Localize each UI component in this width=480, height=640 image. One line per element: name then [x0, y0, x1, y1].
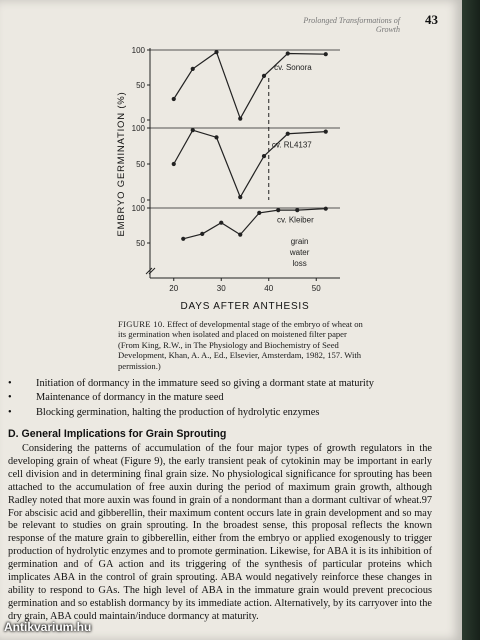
axis-break-mark: [146, 268, 152, 274]
bullet-text: Blocking germination, halting the production of hydrolytic enzymes: [36, 406, 320, 418]
data-point: [324, 207, 328, 211]
y-tick-label: 50: [136, 160, 145, 169]
caption-lead: FIGURE 10.: [118, 319, 165, 329]
data-point: [172, 97, 176, 101]
book-spine: [462, 0, 480, 640]
series-line: [174, 52, 326, 119]
data-point: [238, 117, 242, 121]
running-head: Prolonged Transformations of Growth: [303, 16, 400, 34]
reference-label: loss: [292, 259, 307, 268]
x-axis-label: DAYS AFTER ANTHESIS: [180, 301, 310, 312]
data-point: [324, 52, 328, 56]
caption-text: Effect of developmental stage of the embryo of wheat on its germination when isolated and placed on moistened filter paper (From King, R.W., in The Physiology and Biochemistry of Seed Development, Khan, A. A., Ed., Elsevier, Amsterdam, 1982, 157. With permission.): [118, 319, 363, 371]
list-item: [8, 391, 428, 405]
data-point: [214, 50, 218, 54]
data-point: [262, 74, 266, 78]
data-point: [324, 130, 328, 134]
x-tick-label: 30: [216, 284, 226, 293]
x-tick-label: 50: [311, 284, 321, 293]
page-number: 43: [425, 12, 438, 27]
reference-label: water: [289, 248, 310, 257]
data-point: [286, 132, 290, 136]
list-item: [8, 377, 428, 391]
data-point: [295, 208, 299, 212]
reference-label: grain: [290, 237, 309, 246]
data-point: [191, 67, 195, 71]
data-point: [257, 211, 261, 215]
bullet-list: [8, 377, 428, 420]
bullet-symbol: •: [8, 406, 12, 418]
data-point: [286, 51, 290, 55]
data-point: [172, 162, 176, 166]
data-point: [262, 154, 266, 158]
data-point: [214, 135, 218, 139]
data-point: [181, 237, 185, 241]
bullet-symbol: •: [8, 392, 12, 404]
x-tick-label: 40: [264, 284, 274, 293]
germination-chart: [110, 32, 370, 312]
figure-caption: [118, 319, 368, 371]
series-label: cv. Sonora: [274, 63, 312, 73]
section-heading: D. General Implications for Grain Sprouting: [8, 428, 227, 440]
bullet-text: Maintenance of dormancy in the mature seed: [36, 392, 224, 404]
y-tick-label: 100: [131, 204, 145, 213]
x-tick-label: 20: [169, 284, 179, 293]
data-point: [219, 221, 223, 225]
bullet-symbol: •: [8, 378, 12, 389]
y-tick-label: 0: [140, 196, 145, 205]
list-item: [8, 406, 428, 420]
data-point: [238, 233, 242, 237]
data-point: [191, 128, 195, 132]
body-paragraph: Considering the patterns of accumulation of the four major types of growth regulators in the developing grain of wheat (Figure 9), the early transient peak of cytokinin may be important in early cell division and in determining final grain size. No physiological significance for sprouting has been attached to the accumulation of free auxin during the period of maximum grain growth, although Radley noted that more auxin was found in grain of a nondormant than a dormant cultivar of wheat.97 For abscisic acid and gibberellin, their maximum content occurs late in grain development and so may be relevant to studies on grain sprouting. In the broadest sense, this proposal reflects the known response of the mature grain to gibberellin, either from the embryo or applied exogenously to trigger production of hydrolytic enzymes and to promote germination. Likewise, for ABA it is its inhibition of germination and of GA action and its triggering of the synthesis of particular proteins which implicates ABA in the control of grain sprouting. ABA would negatively reinforce these changes in ability to respond to GAs. The high level of ABA in the immature grain would prevent precocious germination and so establish dormancy by its immediate action. Alternatively, by its carryover into the dry grain, ABA could maintain/induce dormancy at maturity.: [8, 443, 432, 622]
y-tick-label: 50: [136, 81, 145, 90]
data-point: [200, 232, 204, 236]
y-tick-label: 50: [136, 239, 145, 248]
series-label: cv. Kleiber: [276, 215, 314, 225]
series-label: cv. RL4137: [271, 140, 312, 150]
y-axis-label: EMBRYO GERMINATION (%): [116, 91, 127, 237]
y-tick-label: 100: [131, 124, 145, 133]
y-tick-label: 0: [140, 116, 145, 125]
data-point: [276, 208, 280, 212]
watermark-logo: Antikvarium.hu: [4, 620, 92, 634]
bullet-text: Initiation of dormancy in the immature seed so giving a dormant state at maturity: [36, 378, 374, 389]
y-tick-label: 100: [131, 46, 145, 55]
data-point: [238, 195, 242, 199]
